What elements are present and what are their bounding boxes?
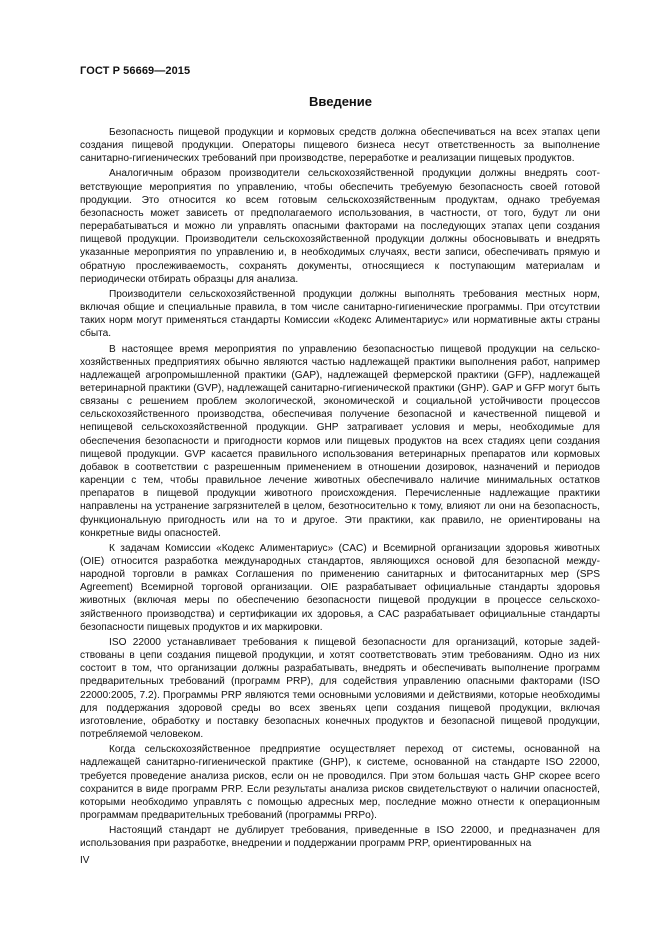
paragraph: Безопасность пищевой продукции и кормовых средств должна обеспечиваться на всех этапах цепи создания пищевой продукции. Операторы пищевого бизнеса несут ответственность за выполнение санитарно-гигиенических требований при производстве, переработке и реализации пищевых продуктов. bbox=[80, 127, 600, 165]
section-title: Введение bbox=[309, 94, 372, 109]
paragraph: ISO 22000 устанавливает требования к пищевой безопасности для организаций, которые задействованы в цепи создания пищевой продукции, и хотят соответствовать этим требованиям. Одно из них состоит в том, что организации должны разрабатывать, внедрять и обеспечивать выполнение программ предварительных требований (программ PRP), для содействия управлению опасными факторами (ISO 22000:2005, 7.2). Программы PRP являются теми основными условиями и действиями, которые необходимы для поддержания здоровой среды во всех звеньях цепи создания пищевой продукции, включая изготовление, обработку и поставку безопасных конечных продуктов и безопасной пищевой продукции, потребляемой человеком. bbox=[80, 636, 600, 741]
paragraph: Когда сельскохозяйственное предприятие осуществляет переход от системы, основанной на надлежащей санитарно-гигиенической практике (GHP), к системе, основанной на стандарте ISO 22000, требуется проведение анализа рисков, если он не проводился. При этом большая часть GHP скорее всего сохранится в виде программ PRP. Если результаты анализа рисков свидетельствуют о наличии опасностей, которыми необходимо управлять с помощью адресных мер, последние можно отнести к операционным программам предварительных требований (программы PRPo). bbox=[80, 744, 600, 821]
document-code-header: ГОСТ Р 56669—2015 bbox=[80, 65, 191, 77]
body-text bbox=[80, 126, 600, 852]
paragraph: Производители сельскохозяйственной продукции должны выполнять требования местных норм, включая общие и специальные правила, в том числе санитарно-гигиенические программы. При отсутствии таких норм могут применяться стандарты Комиссии «Кодекс Алиментариус» или нормативные акты страны сбыта. bbox=[80, 288, 600, 340]
paragraph: К задачам Комиссии «Кодекс Алиментариус» (CAC) и Всемирной организации здоровья животных (OIE) относится разработка международных стандартов, являющихся основой для безопасной международной торговли в рамках Соглашения по применению санитарных и фитосанитарных мер (SPS Agreement) Всемирной торговой организации. OIE разрабатывает официальные стандарты здоровья животных (включая меры по обеспечению безопасности пищевой продукции в процессе сельскохозяйственного производства) и сертификации их здоровья, а CAC разрабатывает официальные стандарты безопасности пищевых продуктов и их маркировки. bbox=[80, 542, 600, 633]
paragraph: Настоящий стандарт не дублирует требования, приведенные в ISO 22000, и предназначен для использования при разработке, внедрении и поддержании программ PRP, ориентированных на bbox=[80, 825, 600, 850]
page-number: IV bbox=[80, 855, 90, 866]
paragraph: Аналогичным образом производители сельскохозяйственной продукции должны внедрять соответствующие мероприятия по управлению, чтобы обеспечить требуемую безопасность своей готовой продукции. Это относится ко всем готовым сельскохозяйственным продуктам, однако требуемая безопасность может зависеть от предполагаемого использования, в частности, от того, будут ли они перерабатываться и можно ли управлять опасными факторами на последующих этапах цепи создания пищевой продукции. Производители сельскохозяйственной продукции должны обосновывать и внедрять указанные мероприятия по управлению и, в необходимых случаях, вести записи, обеспечивать прямую и обратную прослеживаемость, сохранять документы, относящиеся к поступающим материалам и периодически отбирать образцы для анализа. bbox=[80, 168, 600, 285]
paragraph: В настоящее время мероприятия по управлению безопасностью пищевой продукции на сельскохозяйственных предприятиях обычно являются частью надлежащей практики выполнения работ, например надлежащей агропромышленной практики (GAP), надлежащей фермерской практики (GFP), надлежащей ветеринарной практики (GVP), надлежащей санитарно-гигиенической практики (GHP). GAP и GFP могут быть связаны с решением проблем экологической, экономической и социальной устойчивости процессов сельскохозяйственного производства, обеспечивая получение безопасной и качественной пищевой и непищевой сельскохозяйственной продукции. GHP затрагивает условия и меры, необходимые для обеспечения безопасности и пригодности кормов или пищевых продуктов на всех стадиях цепи создания пищевой продукции. GVP касается правильного использования ветеринарных препаратов или кормовых добавок в соответствии с разрешенным применением в отношении дозировок, назначений и периодов каренции с тем, чтобы правильное лечение животных обеспечивало наличие минимальных остатков препаратов в пищевой продукции животного происхождения. Перечисленные надлежащие практики направлены на устранение загрязнителей в целом, безотносительно к тому, влияют ли они на безопасность, функциональную пригодность или на то и другое. Эти практики, как правило, не ориентированы на конкретные виды опасностей. bbox=[80, 343, 600, 539]
